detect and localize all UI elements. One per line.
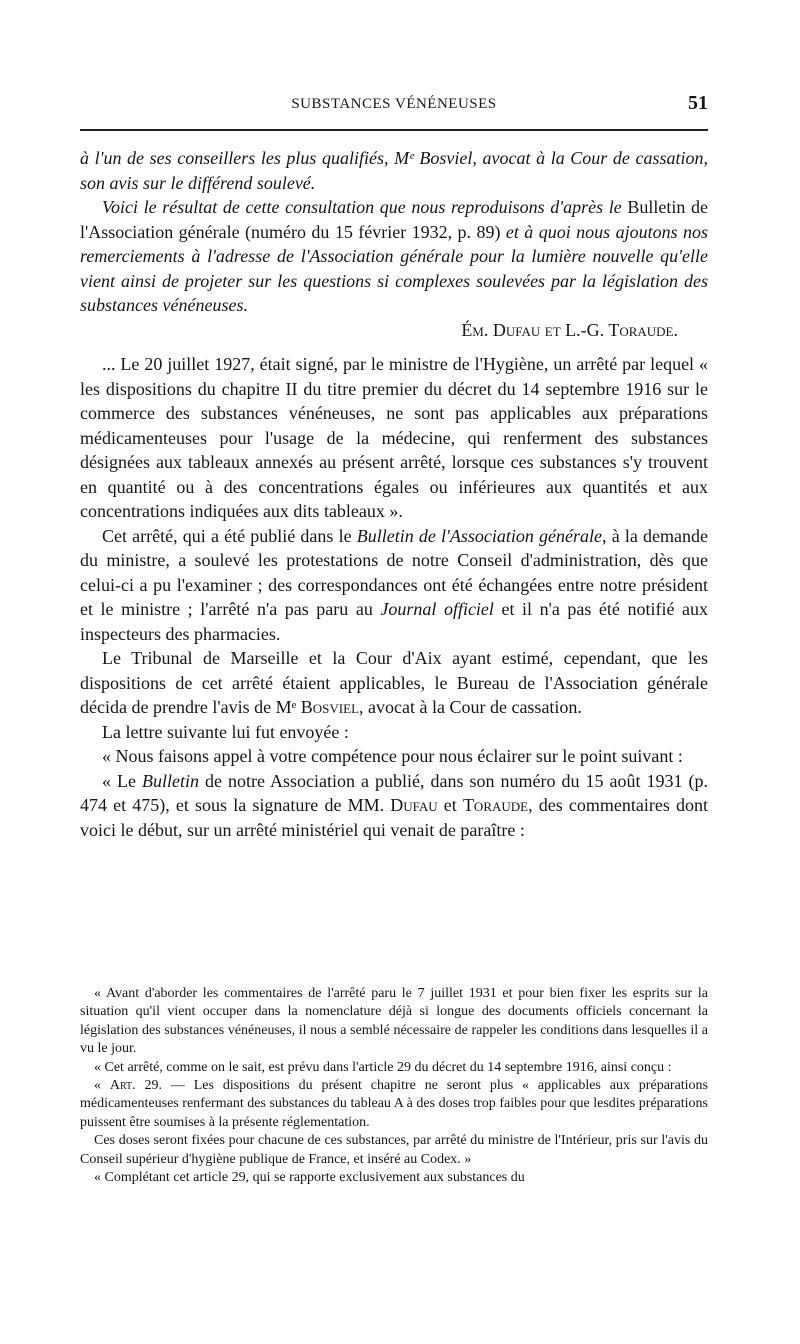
body-p3-name: Bosviel bbox=[300, 697, 360, 717]
quote-p3-art: Art. bbox=[109, 1078, 136, 1094]
quote-paragraph-3 bbox=[80, 1077, 708, 1132]
body-p2-a: Cet arrêté, qui a été publié dans le bbox=[102, 525, 357, 546]
body-paragraph-4: La lettre suivante lui fut envoyée : bbox=[102, 721, 349, 742]
quote-paragraph-5: « Complétant cet article 29, qui se rapporte exclusivement aux substances du bbox=[94, 1170, 525, 1186]
quote-p3-c: 29. — Les dispositions du présent chapitre ne seront plus « applicables aux préparations médicamenteuses renfermant des substances du tableau A à des doses trop faibles pour que lesdites préparations puissent être soumises à la présente réglementation. bbox=[80, 1078, 709, 1130]
body-p2-e: et il n'a pas été notifié aux inspecteurs des pharmacies. bbox=[80, 599, 709, 644]
page-header bbox=[80, 92, 708, 122]
body-paragraph-5: « Nous faisons appel à votre compétence pour nous éclairer sur le point suivant : bbox=[102, 746, 683, 766]
main-text bbox=[80, 146, 708, 842]
body-p6-bulletin: Bulletin bbox=[142, 770, 199, 791]
section-gap bbox=[80, 342, 708, 352]
body-paragraph-2 bbox=[80, 524, 708, 647]
body-paragraph-6 bbox=[80, 769, 708, 843]
body-p2-c: , à la demande du ministre, a soulevé les protestations de notre Conseil d'administration, dès que celui-ci a pu l'examiner ; des correspondances ont été échangées entre notre président et le ministre ; l'arrêté n'a pas paru au bbox=[80, 525, 708, 619]
body-p2-journal-title: Journal officiel bbox=[380, 599, 494, 619]
body-p6-toraude: Toraude bbox=[462, 795, 529, 815]
intro-p2-roman: Bulletin de l'Association générale (numéro du 15 février 1932, p. 89) bbox=[80, 197, 709, 242]
intro-p2-italic-b: et à quoi nous ajoutons nos remerciements à l'adresse de l'Association générale pour la lumière nouvelle qu'elle vient ainsi de projeter sur les questions si complexes soulevées par la législation des substances vénéneuses. bbox=[80, 221, 709, 315]
block-quote bbox=[80, 985, 708, 1187]
page-number: 51 bbox=[688, 92, 708, 114]
body-p6-e: et bbox=[437, 795, 463, 815]
quote-paragraph-2: « Cet arrêté, comme on le sait, est prévu dans l'article 29 du décret du 14 septembre 1916, ainsi conçu : bbox=[94, 1059, 672, 1075]
body-p6-dufau: Dufau bbox=[390, 795, 438, 815]
body-p6-g: , des commentaires dont voici le début, sur un arrêté ministériel qui venait de paraître : bbox=[80, 795, 708, 840]
body-p6-c: de notre Association a publié, dans son numéro du 15 août 1931 (p. 474 et 475), et sous la signature de MM. bbox=[80, 770, 709, 815]
intro-p2-italic-a: Voici le résultat de cette consultation que nous reproduisons d'après le bbox=[102, 197, 622, 217]
intro-signature: Ém. Dufau et L.-G. Toraude. bbox=[461, 319, 678, 340]
body-p2-bulletin-title: Bulletin de l'Association générale bbox=[356, 525, 603, 546]
quote-p3-a: « bbox=[94, 1078, 110, 1094]
body-p3-c: , avocat à la Cour de cassation. bbox=[359, 697, 582, 717]
body-paragraph-1: ... Le 20 juillet 1927, était signé, par le ministre de l'Hygiène, un arrêté par lequel « les dispositions du chapitre II du titre premier du décret du 14 septembre 1916 sur le commerce des substances vénéneuses, ne sont pas applicables aux préparations médicamenteuses pour l'usage de la médecine, qui renferment des substances désignées aux tableaux annexés au présent arrêté, lorsque ces substances s'y trouvent en quantité ou à des concentrations égales ou inférieures aux quantités et aux concentrations indiquées aux dits tableaux ». bbox=[80, 354, 708, 521]
body-p6-a: « Le bbox=[102, 770, 142, 791]
intro-paragraph-1: à l'un de ses conseillers les plus qualifiés, Mᵉ Bosviel, avocat à la Cour de cassation, son avis sur le différend soulevé. bbox=[80, 148, 708, 193]
intro-paragraph-2 bbox=[80, 195, 708, 318]
body-p3-a: Le Tribunal de Marseille et la Cour d'Aix ayant estimé, cependant, que les dispositions de cet arrêté étaient applicables, le Bureau de l'Association générale décida de prendre l'avis de Mᵉ bbox=[80, 648, 708, 717]
quote-paragraph-1: « Avant d'aborder les commentaires de l'arrêté paru le 7 juillet 1931 et pour bien fixer les esprits sur la situation qu'il vient occuper dans la nomenclature déjà si longue des documents officiels concernant la législation des substances vénéneuses, il nous a semblé nécessaire de rappeler les conditions dans lesquelles il a vu le jour. bbox=[80, 986, 708, 1057]
running-title: SUBSTANCES VÉNÉNEUSES bbox=[291, 96, 497, 112]
body-paragraph-3 bbox=[80, 646, 708, 720]
quote-paragraph-4: Ces doses seront fixées pour chacune de ces substances, par arrêté du ministre de l'Intérieur, pris sur l'avis du Conseil supérieur d'hygiène publique de France, et inséré au Codex. » bbox=[80, 1133, 708, 1167]
header-rule bbox=[80, 129, 708, 131]
